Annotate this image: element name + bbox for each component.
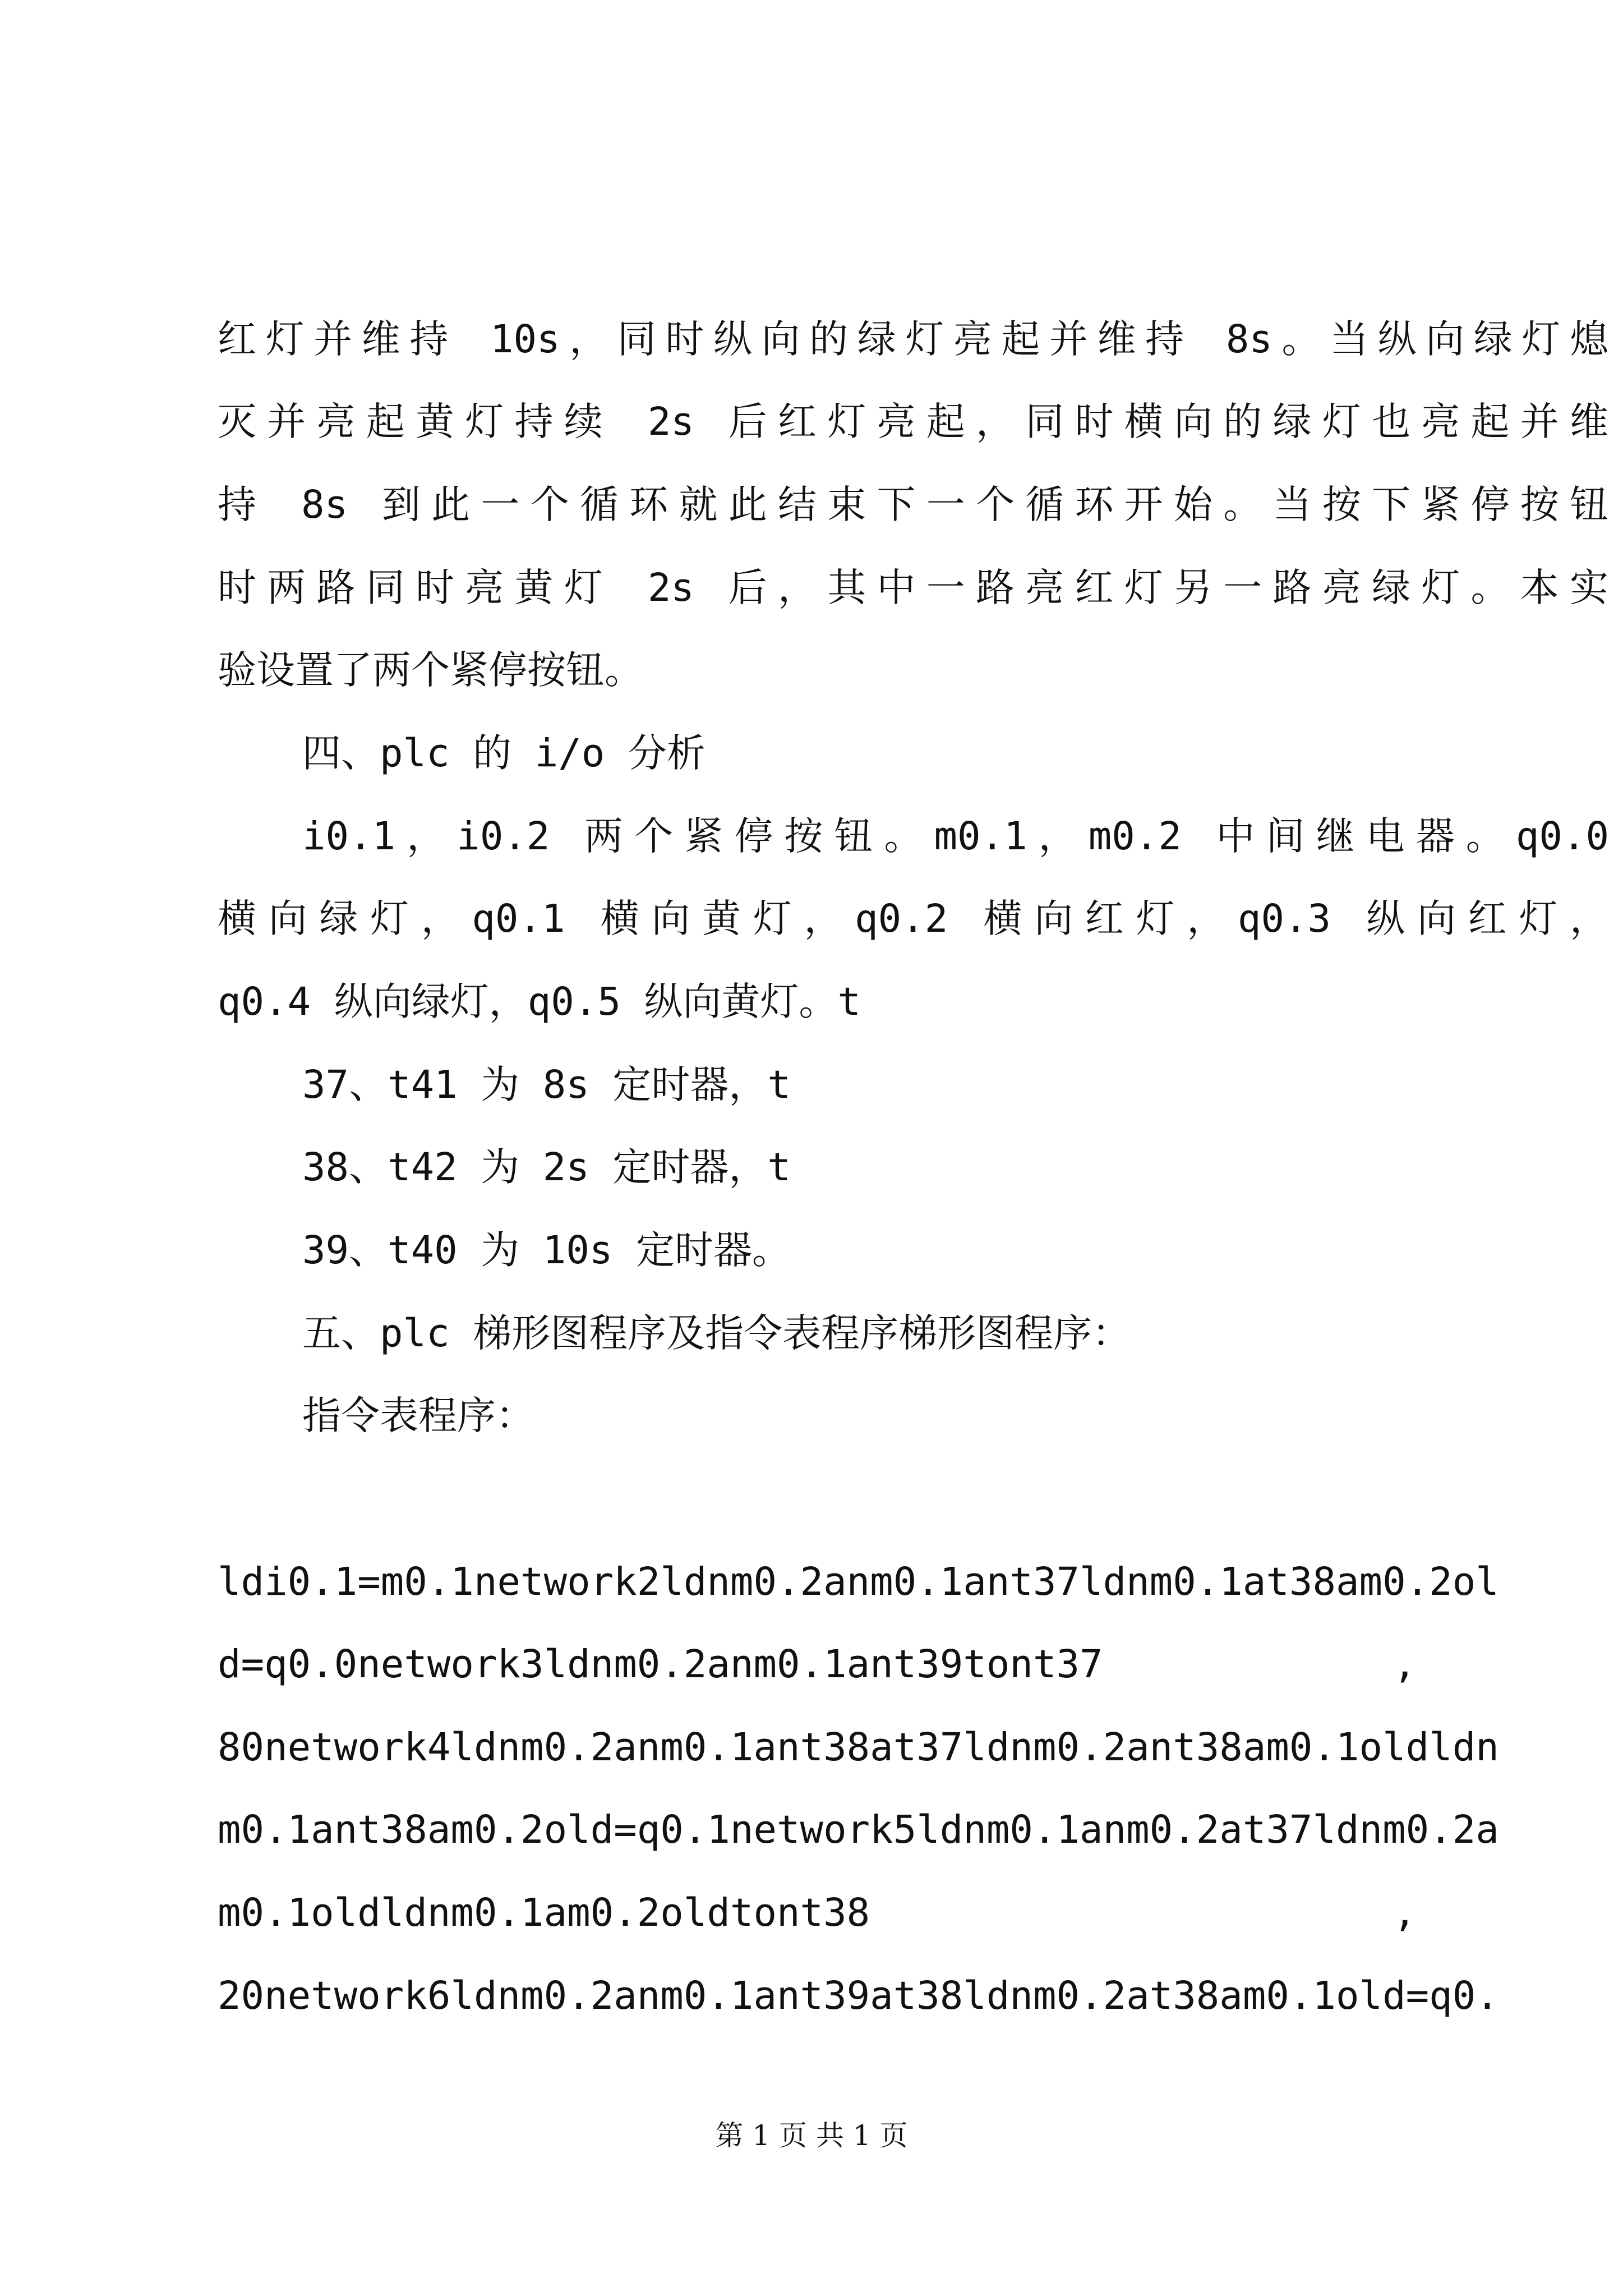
code-line: 20network6ldnm0.2anm0.1ant39at38ldnm0.2at38am0.1old=q0. bbox=[218, 1973, 1499, 2018]
paragraph-line: 红灯并维持 10s，同时纵向的绿灯亮起并维持 8s。当纵向绿灯熄 bbox=[218, 317, 1608, 362]
section-heading: 五、plc 梯形图程序及指令表程序梯形图程序： bbox=[302, 1311, 1131, 1356]
timer-line: 38、t42 为 2s 定时器，t bbox=[302, 1145, 791, 1190]
paragraph-line: 灭并亮起黄灯持续 2s 后红灯亮起，同时横向的绿灯也亮起并维 bbox=[218, 399, 1608, 444]
timer-line: 39、t40 为 10s 定时器。 bbox=[302, 1228, 791, 1273]
paragraph-line: i0.1，i0.2 两个紧停按钮。m0.1，m0.2 中间继电器。q0.0 bbox=[302, 814, 1609, 859]
code-trailing-comma: , bbox=[1393, 1890, 1417, 1935]
code-line: d=q0.0network3ldnm0.2anm0.1ant39tont37 bbox=[218, 1642, 1103, 1687]
paragraph-line: 时两路同时亮黄灯 2s 后，其中一路亮红灯另一路亮绿灯。本实 bbox=[218, 565, 1608, 610]
code-line: 80network4ldnm0.2anm0.1ant38at37ldnm0.2ant38am0.1oldldn bbox=[218, 1725, 1499, 1770]
paragraph-line: 横向绿灯，q0.1 横向黄灯，q0.2 横向红灯，q0.3 纵向红灯， bbox=[218, 896, 1608, 941]
code-trailing-comma: , bbox=[1393, 1642, 1417, 1687]
code-line: m0.1ant38am0.2old=q0.1network5ldnm0.1anm0.2at37ldnm0.2a bbox=[218, 1807, 1499, 1852]
paragraph-line: 验设置了两个紧停按钮。 bbox=[218, 648, 643, 693]
code-line: m0.1oldldnm0.1am0.2oldtont38 bbox=[218, 1890, 870, 1935]
code-line: ldi0.1=m0.1network2ldnm0.2anm0.1ant37ldnm0.1at38am0.2ol bbox=[218, 1559, 1499, 1604]
timer-line: 37、t41 为 8s 定时器，t bbox=[302, 1062, 791, 1107]
paragraph-line: q0.4 纵向绿灯，q0.5 纵向黄灯。t bbox=[218, 979, 861, 1024]
page-footer: 第 1 页 共 1 页 bbox=[715, 2119, 908, 2152]
instruction-label: 指令表程序： bbox=[302, 1393, 534, 1438]
section-heading: 四、plc 的 i/o 分析 bbox=[302, 731, 706, 776]
paragraph-line: 持 8s 到此一个循环就此结束下一个循环开始。当按下紧停按钮 bbox=[218, 482, 1608, 527]
